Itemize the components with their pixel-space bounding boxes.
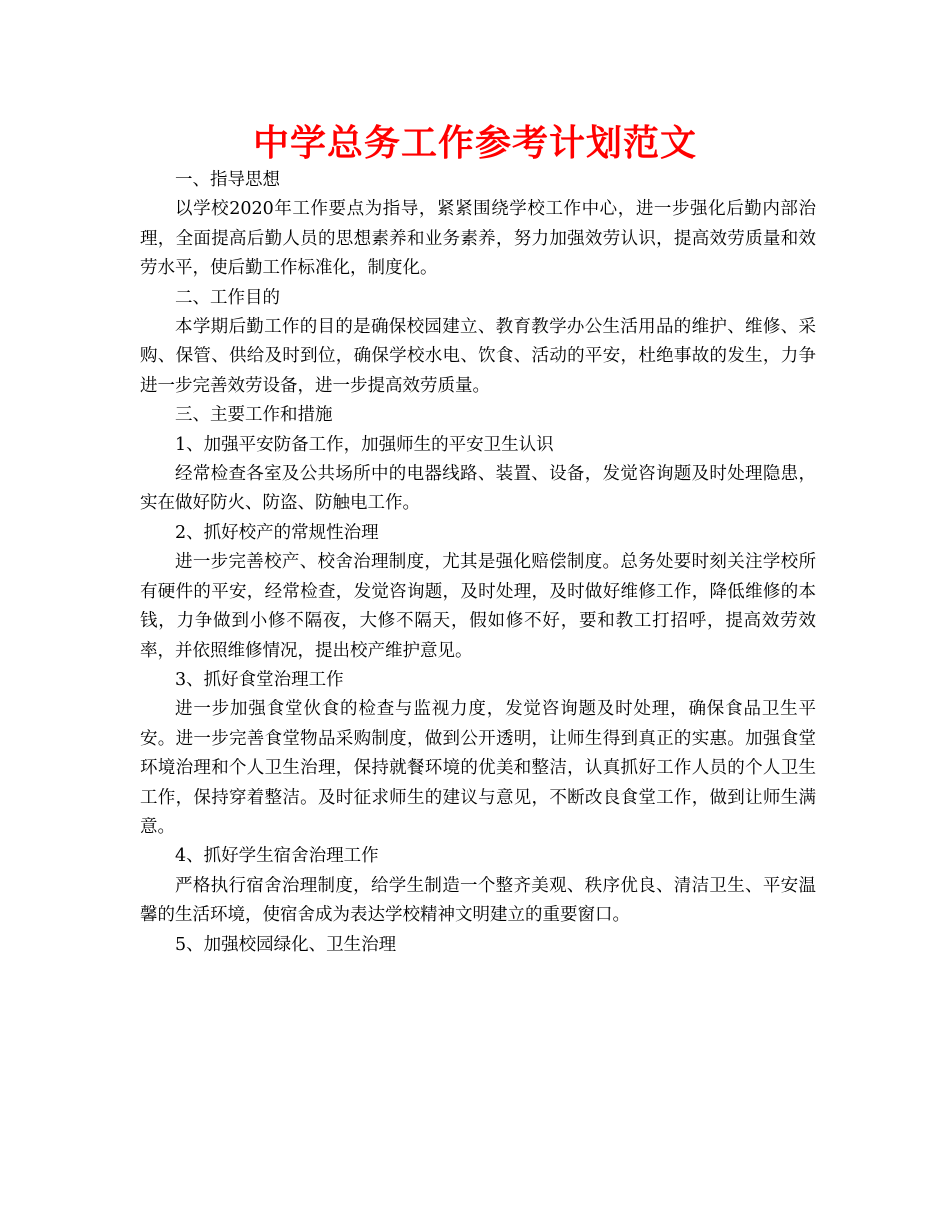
- section-heading: 4、抓好学生宿舍治理工作: [175, 846, 379, 867]
- section-heading: 1、加强平安防备工作，加强师生的平安卫生认识: [175, 434, 554, 455]
- document-title: 中学总务工作参考计划范文: [252, 123, 697, 164]
- body-paragraph: 进一步加强食堂伙食的检查与监视力度，发觉咨询题及时处理，确保食品卫生平安。进一步完善食堂物品采购制度，做到公开透明，让师生得到真正的实惠。加强食堂环境治理和个人卫生治理，保持就餐环境的优美和整洁，认真抓好工作人员的个人卫生工作，保持穿着整洁。及时征求师生的建议与意见，不断改良食堂工作，做到让师生满意。: [140, 699, 816, 837]
- section-heading: 2、抓好校产的常规性治理: [175, 522, 379, 543]
- body-paragraph: 本学期后勤工作的目的是确保校园建立、教育教学办公生活用品的维护、维修、采购、保管、供给及时到位，确保学校水电、饮食、活动的平安，杜绝事故的发生，力争进一步完善效劳设备，进一步提高效劳质量。: [140, 317, 816, 396]
- section-heading: 一、指导思想: [175, 170, 280, 190]
- body-paragraph: 以学校2020年工作要点为指导，紧紧围绕学校工作中心，进一步强化后勤内部治理，全面提高后勤人员的思想素养和业务素养，努力加强效劳认识，提高效劳质量和效劳水平，使后勤工作标准化，制度化。: [140, 199, 816, 279]
- document-body: [140, 166, 816, 960]
- body-paragraph: 经常检查各室及公共场所中的电器线路、装置、设备，发觉咨询题及时处理隐患，实在做好防火、防盗、防触电工作。: [140, 464, 816, 514]
- body-paragraph: 严格执行宿舍治理制度，给学生制造一个整齐美观、秩序优良、清洁卫生、平安温馨的生活环境，使宿舍成为表达学校精神文明建立的重要窗口。: [140, 875, 816, 926]
- section-heading: 二、工作目的: [175, 287, 280, 308]
- section-heading: 3、抓好食堂治理工作: [175, 669, 344, 690]
- section-heading: 三、主要工作和措施: [175, 405, 333, 426]
- body-paragraph: 进一步完善校产、校舍治理制度，尤其是强化赔偿制度。总务处要时刻关注学校所有硬件的平安，经常检查，发觉咨询题，及时处理，及时做好维修工作，降低维修的本钱，力争做到小修不隔夜，大修不隔天，假如修不好，要和教工打招呼，提高效劳效率，并依照维修情况，提出校产维护意见。: [140, 552, 816, 661]
- section-heading: 5、加强校园绿化、卫生治理: [175, 934, 397, 955]
